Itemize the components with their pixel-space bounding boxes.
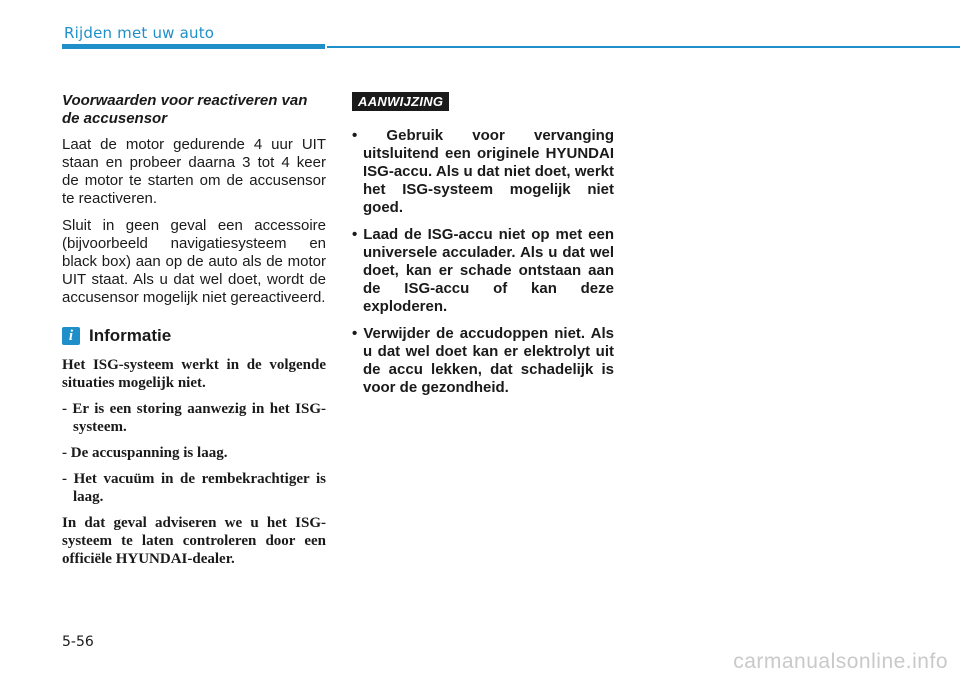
left-column: [62, 92, 326, 576]
notice-bullet: • Gebruik voor vervanging uitsluitend een originele HYUNDAI ISG-accu. Als u dat niet doet, werkt het ISG-systeem mogelijk niet goed.: [352, 127, 614, 216]
info-closing: In dat geval adviseren we u het ISG-systeem te laten controleren door een officiële HYUNDAI-dealer.: [62, 515, 326, 567]
notice-bullet: • Verwijder de accudoppen niet. Als u dat wel doet kan er elektrolyt uit de accu lekken, dat schadelijk is voor de gezondheid.: [352, 325, 614, 396]
paragraph-accessory-warning: Sluit in geen geval een accessoire (bijvoorbeeld navigatiesysteem en black box) aan op de auto als de motor UIT staat. Als u dat wel doet, wordt de accusensor mogelijk niet gereactiveerd.: [62, 217, 326, 306]
info-list-item: - Er is een storing aanwezig in het ISG-systeem.: [62, 401, 326, 435]
header-rule-accent: [62, 44, 325, 49]
header-rule: [327, 46, 960, 48]
subsection-heading: Voorwaarden voor reactiveren van de accusensor: [62, 92, 308, 127]
info-title: Informatie: [89, 326, 172, 345]
page-number: 5-56: [62, 634, 94, 650]
info-list-item: - De accuspanning is laag.: [62, 445, 228, 461]
info-heading: [62, 326, 326, 346]
paragraph-reactivate: Laat de motor gedurende 4 uur UIT staan en probeer daarna 3 tot 4 keer de motor te starten om de accusensor te reactiveren.: [62, 136, 326, 207]
info-list-item: - Het vacuüm in de rembekrachtiger is laag.: [62, 471, 326, 505]
section-title: Rijden met uw auto: [64, 24, 215, 42]
right-column: [352, 92, 614, 406]
watermark: carmanualsonline.info: [733, 650, 948, 673]
info-intro: Het ISG-systeem werkt in de volgende situaties mogelijk niet.: [62, 357, 326, 391]
notice-badge: AANWIJZING: [352, 92, 449, 111]
notice-bullet: • Laad de ISG-accu niet op met een universele acculader. Als u dat wel doet, kan er schade ontstaan aan de ISG-accu of kan deze exploderen.: [352, 226, 614, 315]
info-icon: i: [62, 327, 80, 345]
